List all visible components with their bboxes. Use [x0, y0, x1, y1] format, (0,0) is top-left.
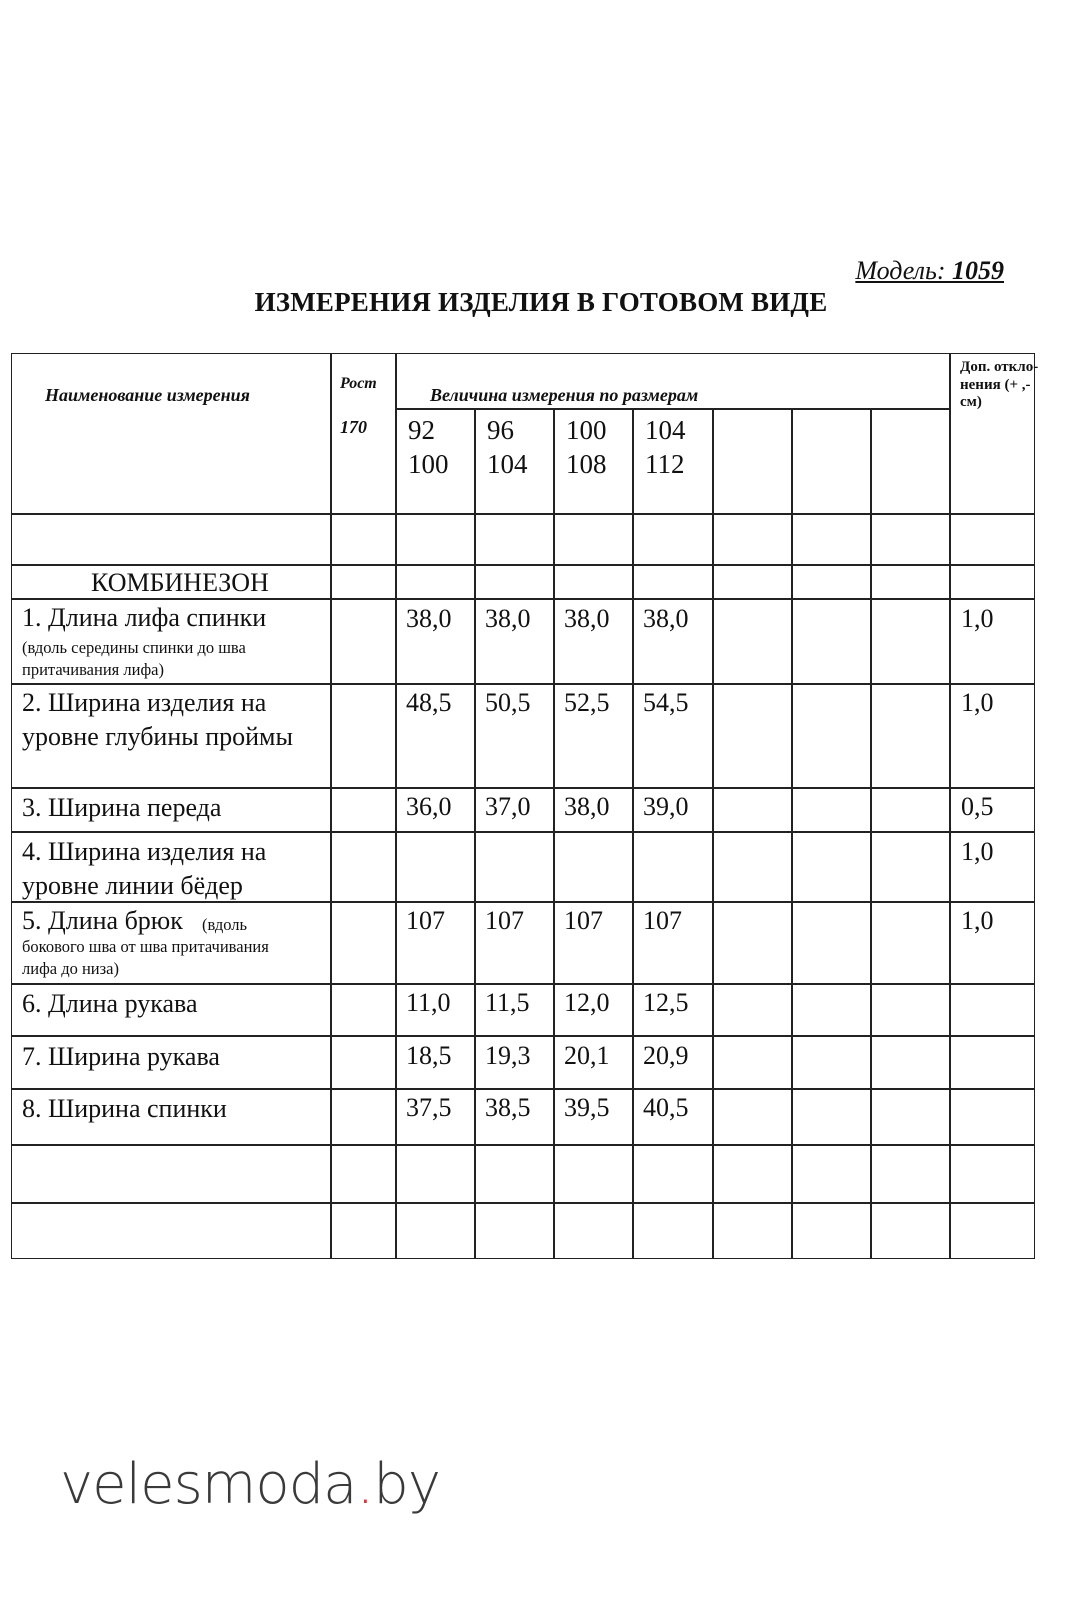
- size-top: 104: [645, 415, 686, 445]
- model-label: Модель:: [855, 256, 946, 285]
- value-cell: 107: [643, 906, 682, 935]
- size-bottom: 108: [566, 449, 607, 479]
- deviation-cell: 0,5: [961, 792, 994, 821]
- row-label: 8. Ширина спинки: [22, 1094, 227, 1123]
- value-cell: 37,5: [406, 1093, 452, 1122]
- row-note: (вдоль середины спинки до шва притачивания лифа): [22, 638, 246, 679]
- model-line: [855, 256, 1004, 286]
- rule: [12, 1088, 1034, 1090]
- rule: [474, 408, 476, 1258]
- value-cell: 12,0: [564, 988, 610, 1017]
- value-cell: 20,9: [643, 1041, 689, 1070]
- value-cell: 107: [564, 906, 603, 935]
- rule: [12, 983, 1034, 985]
- value-cell: 12,5: [643, 988, 689, 1017]
- value-cell: 38,0: [485, 604, 531, 633]
- row-label: 6. Длина рукава: [22, 989, 198, 1018]
- size-top: 100: [566, 415, 607, 445]
- value-cell: 38,0: [564, 604, 610, 633]
- value-cell: 36,0: [406, 792, 452, 821]
- value-cell: 39,0: [643, 792, 689, 821]
- column-header-deviation: Доп. откло-нения (+ ,-см): [960, 359, 1039, 411]
- row-label: 5. Длина брюк: [22, 906, 183, 935]
- value-cell: 11,5: [485, 988, 530, 1017]
- measurement-table: [11, 353, 1039, 1259]
- watermark-domain: by: [373, 1452, 440, 1517]
- value-cell: 37,0: [485, 792, 531, 821]
- value-cell: 39,5: [564, 1093, 610, 1122]
- rule: [553, 408, 555, 1258]
- value-cell: 38,0: [564, 792, 610, 821]
- column-header-name: Наименование измерения: [45, 385, 250, 405]
- value-cell: 19,3: [485, 1041, 531, 1070]
- value-cell: 18,5: [406, 1041, 452, 1070]
- model-number: 1059: [952, 256, 1004, 285]
- value-cell: 38,5: [485, 1093, 531, 1122]
- watermark-name: velesmoda: [60, 1452, 357, 1517]
- document-title: ИЗМЕРЕНИЯ ИЗДЕЛИЯ В ГОТОВОМ ВИДЕ: [254, 287, 828, 317]
- rule: [396, 408, 950, 410]
- column-header-height: Рост: [340, 375, 377, 392]
- value-cell: 38,0: [406, 604, 452, 633]
- rule: [12, 1035, 1034, 1037]
- deviation-cell: 1,0: [961, 837, 994, 866]
- size-bottom: 100: [408, 449, 449, 479]
- rule: [12, 787, 1034, 789]
- size-top: 96: [487, 415, 514, 445]
- deviation-cell: 1,0: [961, 688, 994, 717]
- rule: [632, 408, 634, 1258]
- row-label: 4. Ширина изделия на уровне линии бёдер: [22, 837, 267, 900]
- row-label: 2. Ширина изделия на уровне глубины проймы: [22, 688, 293, 751]
- value-cell: 20,1: [564, 1041, 610, 1070]
- rule: [395, 354, 397, 1258]
- deviation-cell: 1,0: [961, 906, 994, 935]
- rule: [949, 354, 951, 1258]
- value-cell: 38,0: [643, 604, 689, 633]
- rule: [712, 408, 714, 1258]
- value-cell: 50,5: [485, 688, 531, 717]
- value-cell: 107: [406, 906, 445, 935]
- size-bottom: 104: [487, 449, 528, 479]
- height-value: 170: [340, 417, 367, 437]
- section-title: КОМБИНЕЗОН: [91, 568, 269, 597]
- rule: [12, 513, 1034, 515]
- row-label: 1. Длина лифа спинки: [22, 603, 267, 632]
- rule: [12, 1202, 1034, 1204]
- watermark-dot: .: [356, 1452, 374, 1517]
- site-watermark: [60, 1452, 440, 1517]
- rule: [330, 354, 332, 1258]
- value-cell: 107: [485, 906, 524, 935]
- rule: [12, 1144, 1034, 1146]
- rule: [870, 408, 872, 1258]
- deviation-cell: 1,0: [961, 604, 994, 633]
- size-top: 92: [408, 415, 435, 445]
- value-cell: 48,5: [406, 688, 452, 717]
- column-header-sizes: Величина измерения по размерам: [430, 385, 699, 405]
- size-bottom: 112: [645, 449, 685, 479]
- rule: [12, 831, 1034, 833]
- row-label: 3. Ширина переда: [22, 793, 222, 822]
- rule: [791, 408, 793, 1258]
- value-cell: 54,5: [643, 688, 689, 717]
- rule: [12, 683, 1034, 685]
- value-cell: 11,0: [406, 988, 451, 1017]
- row-label: 7. Ширина рукава: [22, 1042, 220, 1071]
- value-cell: 40,5: [643, 1093, 689, 1122]
- value-cell: 52,5: [564, 688, 610, 717]
- row-note: (вдоль бокового шва от шва притачивания лифа до низа): [22, 915, 269, 978]
